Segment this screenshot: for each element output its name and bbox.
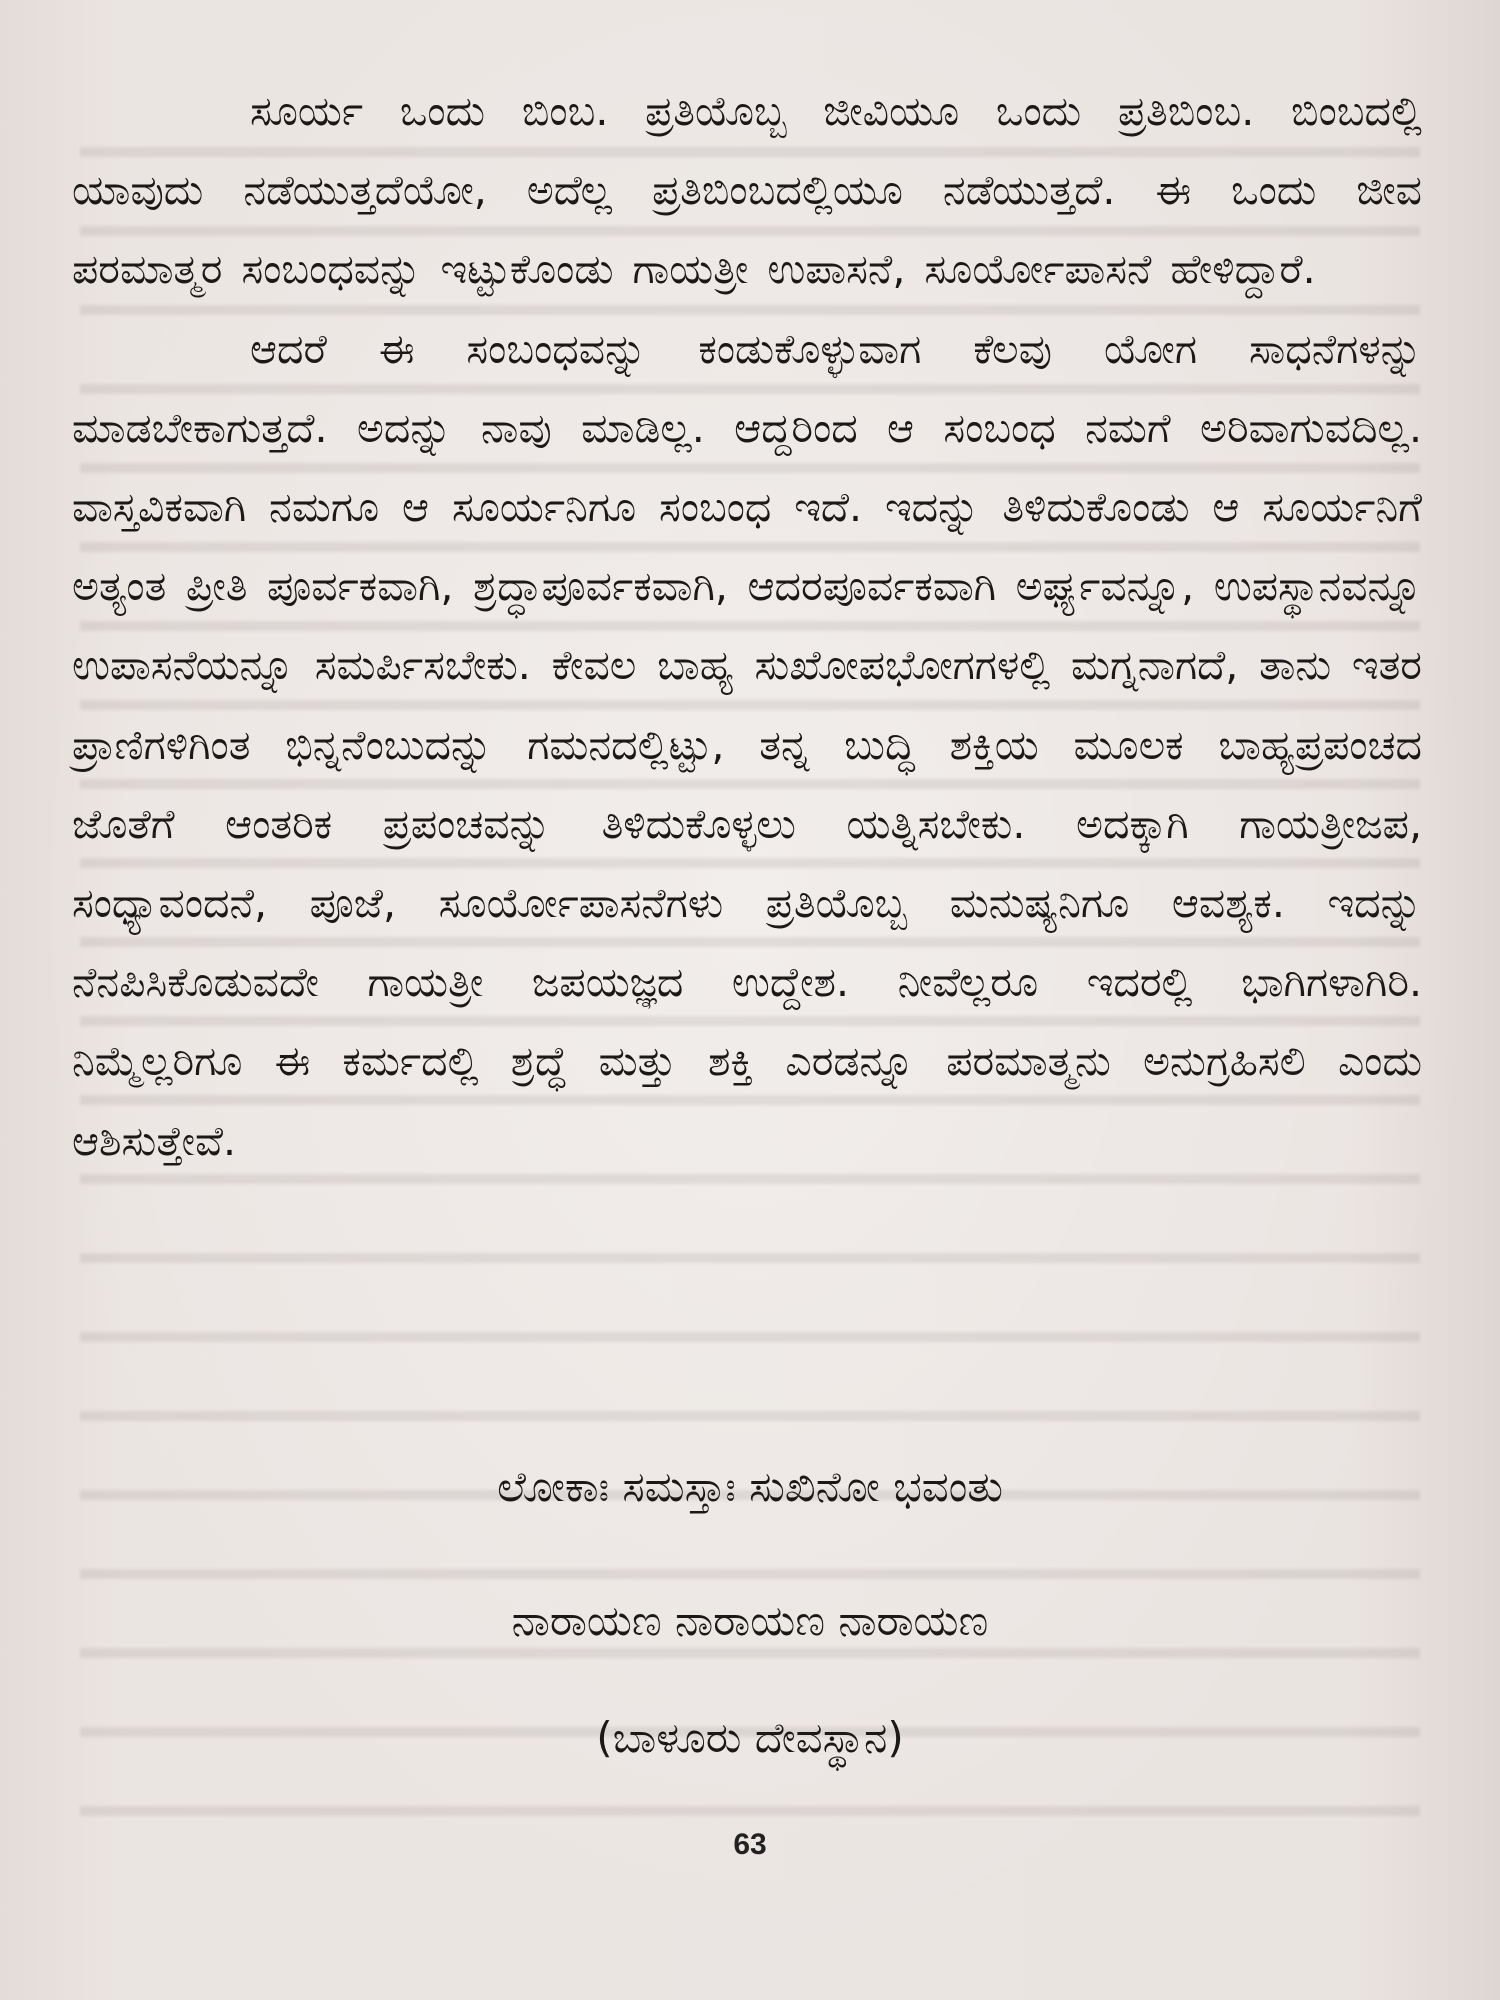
attribution-line: (ಬಾಳೂರು ದೇವಸ್ಥಾನ) xyxy=(596,1713,904,1762)
page-number: 63 xyxy=(733,1828,767,1861)
blessing-line: ಲೋಕಾಃ ಸಮಸ್ತಾಃ ಸುಖಿನೋ ಭವಂತು xyxy=(497,1462,1003,1511)
paragraph-1: ಸೂರ್ಯ ಒಂದು ಬಿಂಬ. ಪ್ರತಿಯೊಬ್ಬ ಜೀವಿಯೂ ಒಂದು ಪ್ರತಿಬಿಂಬ. ಬಿಂಬದಲ್ಲಿ ಯಾವುದು ನಡೆಯುತ್ತದೆಯೋ, ಅದೆಲ್ಲ ಪ್ರತಿಬಿಂಬದಲ್ಲಿಯೂ ನಡೆಯುತ್ತದೆ. ಈ ಒಂದು ಜೀವ ಪರಮಾತ್ಮರ ಸಂಬಂಧವನ್ನು ಇಟ್ಟುಕೊಂಡು ಗಾಯತ್ರೀ ಉಪಾಸನೆ, ಸೂರ್ಯೋಪಾಸನೆ ಹೇಳಿದ್ದಾರೆ. xyxy=(72,87,1422,294)
body-text xyxy=(72,72,1422,1181)
chant-line: ನಾರಾಯಣ ನಾರಾಯಣ ನಾರಾಯಣ xyxy=(511,1596,989,1645)
paragraph-2: ಆದರೆ ಈ ಸಂಬಂಧವನ್ನು ಕಂಡುಕೊಳ್ಳುವಾಗ ಕೆಲವು ಯೋಗ ಸಾಧನೆಗಳನ್ನು ಮಾಡಬೇಕಾಗುತ್ತದೆ. ಅದನ್ನು ನಾವು ಮಾಡಿಲ್ಲ. ಆದ್ದರಿಂದ ಆ ಸಂಬಂಧ ನಮಗೆ ಅರಿವಾಗುವದಿಲ್ಲ. ವಾಸ್ತವಿಕವಾಗಿ ನಮಗೂ ಆ ಸೂರ್ಯನಿಗೂ ಸಂಬಂಧ ಇದೆ. ಇದನ್ನು ತಿಳಿದುಕೊಂಡು ಆ ಸೂರ್ಯನಿಗೆ ಅತ್ಯಂತ ಪ್ರೀತಿ ಪೂರ್ವಕವಾಗಿ, ಶ್ರದ್ಧಾಪೂರ್ವಕವಾಗಿ, ಆದರಪೂರ್ವಕವಾಗಿ ಅರ್ಘ್ಯವನ್ನೂ, ಉಪಸ್ಥಾನವನ್ನೂ ಉಪಾಸನೆಯನ್ನೂ ಸಮರ್ಪಿಸಬೇಕು. ಕೇವಲ ಬಾಹ್ಯ ಸುಖೋಪಭೋಗಗಳಲ್ಲಿ ಮಗ್ನನಾಗದೆ, ತಾನು ಇತರ ಪ್ರಾಣಿಗಳಿಗಿಂತ ಭಿನ್ನನೆಂಬುದನ್ನು ಗಮನದಲ್ಲಿಟ್ಟು, ತನ್ನ ಬುದ್ಧಿ ಶಕ್ತಿಯ ಮೂಲಕ ಬಾಹ್ಯಪ್ರಪಂಚದ ಜೊತೆಗೆ ಆಂತರಿಕ ಪ್ರಪಂಚವನ್ನು ತಿಳಿದುಕೊಳ್ಳಲು ಯತ್ನಿಸಬೇಕು. ಅದಕ್ಕಾಗಿ ಗಾಯತ್ರೀಜಪ, ಸಂಧ್ಯಾವಂದನೆ, ಪೂಜೆ, ಸೂರ್ಯೋಪಾಸನೆಗಳು ಪ್ರತಿಯೊಬ್ಬ ಮನುಷ್ಯನಿಗೂ ಆವಶ್ಯಕ. ಇದನ್ನು ನೆನಪಿಸಿಕೊಡುವದೇ ಗಾಯತ್ರೀ ಜಪಯಜ್ಞದ ಉದ್ದೇಶ. ನೀವೆಲ್ಲರೂ ಇದರಲ್ಲಿ ಭಾಗಿಗಳಾಗಿರಿ. ನಿಮ್ಮೆಲ್ಲರಿಗೂ ಈ ಕರ್ಮದಲ್ಲಿ ಶ್ರದ್ಧೆ ಮತ್ತು ಶಕ್ತಿ ಎರಡನ್ನೂ ಪರಮಾತ್ಮನು ಅನುಗ್ರಹಿಸಲಿ ಎಂದು ಆಶಿಸುತ್ತೇವೆ. xyxy=(72,324,1422,1165)
